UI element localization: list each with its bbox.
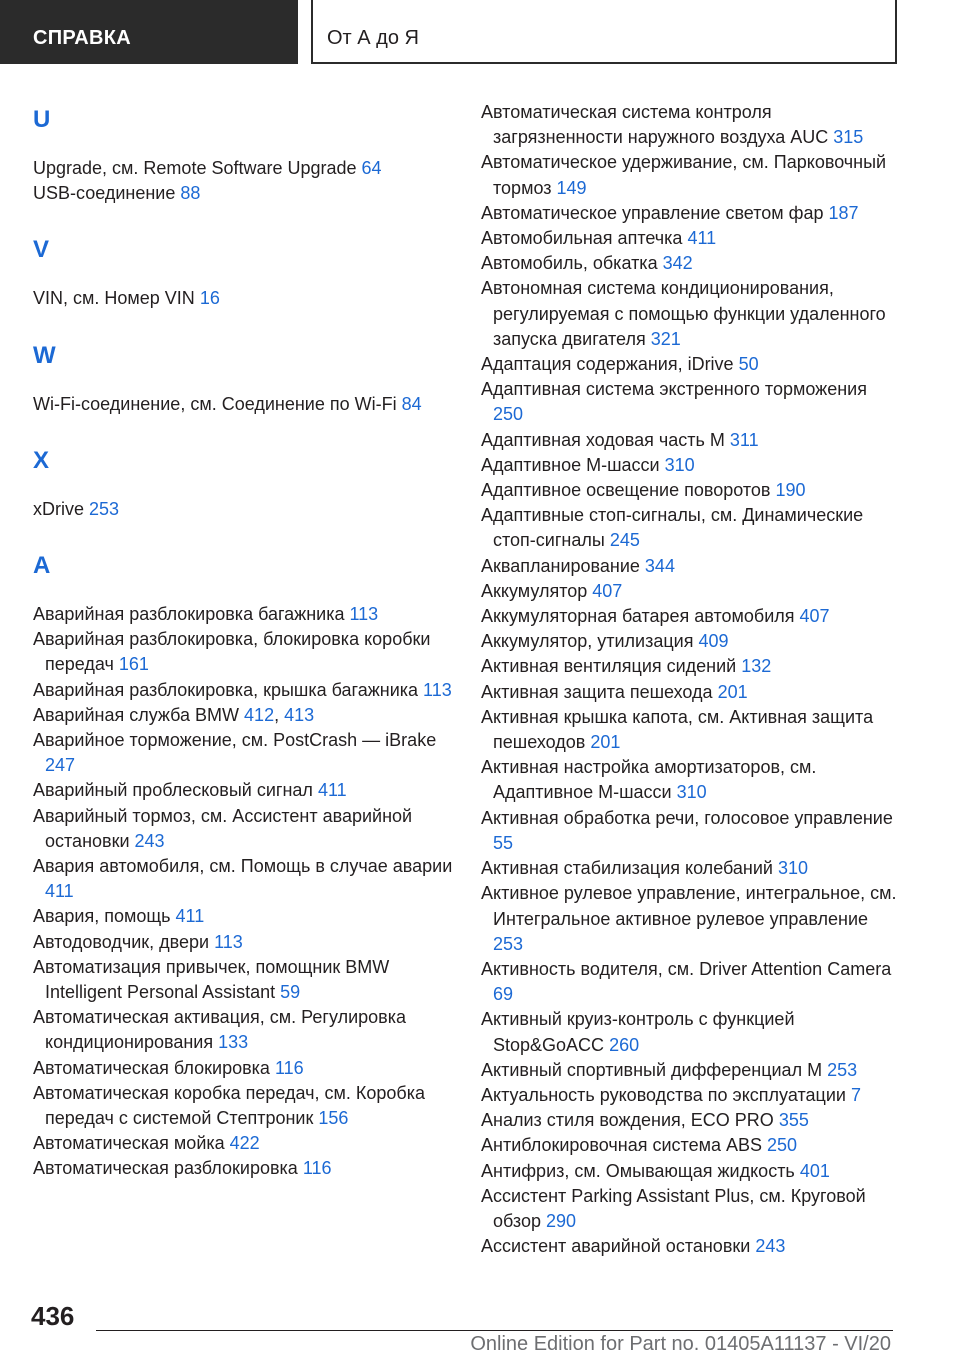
index-entry-text: Ассистент аварийной остановки	[481, 1236, 756, 1257]
index-entry	[481, 478, 901, 503]
index-entry-text: Автоматическое удерживание, см. Парковочный тормоз	[481, 152, 887, 198]
index-entry	[481, 1108, 901, 1133]
index-column-right	[481, 100, 901, 1259]
index-entry	[33, 627, 458, 677]
page-reference-link[interactable]: 116	[302, 1158, 332, 1179]
index-entry-text: Активное рулевое управление, интегральное, см. Интегральное активное рулевое управление	[481, 883, 897, 929]
index-entry-text: Автодоводчик, двери	[33, 931, 215, 952]
page-reference-link[interactable]: 310	[664, 454, 695, 475]
index-entry-text: Автоматическая система контроля загрязненности наружного воздуха AUC	[481, 102, 834, 148]
index-entry	[33, 1131, 458, 1156]
index-entry	[481, 1234, 901, 1259]
page-reference-link[interactable]: 190	[775, 480, 806, 501]
page-reference-link[interactable]: 413	[284, 704, 315, 725]
page-reference-link[interactable]: 311	[729, 429, 759, 450]
index-entry	[481, 806, 901, 856]
index-entry	[481, 1007, 901, 1057]
index-letter-heading: X	[33, 446, 50, 474]
index-entry	[33, 904, 458, 929]
index-entry	[481, 957, 901, 1007]
index-entry-text: Аварийная служба BMW	[33, 704, 245, 725]
index-entry-text: Активность водителя, см. Driver Attention Camera	[481, 958, 892, 979]
index-entry	[481, 1083, 901, 1108]
page-reference-link[interactable]: 88	[180, 183, 201, 204]
index-entry	[481, 579, 901, 604]
index-entry: Аварийная служба BMW 412, 413	[33, 704, 315, 725]
index-entry-text: Аварийный проблесковый сигнал	[33, 780, 318, 801]
index-entry	[481, 1058, 901, 1083]
index-entry	[33, 156, 458, 181]
page-reference-link[interactable]: 16	[199, 288, 220, 309]
index-entry	[33, 392, 458, 417]
index-entry	[481, 276, 901, 352]
page-reference-link[interactable]: 412	[244, 704, 275, 725]
page-reference-link[interactable]: 355	[778, 1110, 809, 1131]
index-entry	[481, 377, 901, 427]
index-entry-text: Активный спортивный дифференциал M	[481, 1059, 828, 1080]
index-entry-text: Аккумуляторная батарея автомобиля	[481, 606, 800, 627]
index-entry	[481, 554, 901, 579]
chapter-title: От А до Я	[327, 27, 419, 49]
page-reference-link[interactable]: 113	[214, 931, 243, 952]
index-entry	[481, 654, 901, 679]
page-reference-link[interactable]: 409	[698, 631, 729, 652]
page-reference-link[interactable]: 84	[401, 393, 422, 414]
index-entry	[33, 1056, 458, 1081]
page-reference-link[interactable]: 407	[799, 606, 830, 627]
index-entry-text: Upgrade, см. Remote Software Upgrade	[33, 158, 362, 178]
index-letter-heading: V	[33, 236, 50, 264]
page-reference-link[interactable]: 411	[687, 228, 717, 249]
index-entry	[481, 680, 901, 705]
index-entry-text: Аварийная разблокировка багажника	[33, 604, 350, 625]
page-reference-link[interactable]: 201	[717, 681, 748, 702]
index-entry	[481, 755, 901, 805]
index-letter-heading: U	[33, 106, 51, 133]
page-reference-link[interactable]: 113	[349, 604, 379, 625]
index-entry	[481, 629, 901, 654]
index-entry-text: Анализ стиля вождения, ECO PRO	[481, 1110, 779, 1131]
index-entry-text: Антиблокировочная система ABS	[481, 1135, 767, 1156]
page-reference-link[interactable]: 201	[590, 732, 621, 753]
index-entry-text: VIN, см. Номер VIN	[33, 288, 200, 309]
index-entry	[481, 226, 901, 251]
index-entry-text: Автомобиль, обкатка	[481, 253, 663, 274]
page-reference-link[interactable]: 133	[218, 1032, 249, 1053]
page-reference-link[interactable]: 247	[45, 755, 76, 776]
page-reference-link[interactable]: 250	[766, 1135, 798, 1156]
index-entry	[33, 497, 458, 522]
index-entry	[481, 453, 901, 478]
index-entry	[481, 705, 901, 755]
page-reference-link[interactable]: 253	[827, 1059, 858, 1080]
page-reference-link[interactable]: 113	[423, 679, 452, 700]
section-tab	[0, 0, 298, 64]
index-entry-text: Авария автомобиля, см. Помощь в случае аварии	[33, 856, 453, 877]
footer-rule	[96, 1330, 893, 1331]
index-entry	[33, 778, 458, 803]
index-entry	[33, 930, 458, 955]
page-reference-link[interactable]: 69	[493, 984, 514, 1005]
page-reference-link[interactable]: 187	[828, 202, 859, 223]
index-entry	[481, 150, 901, 200]
index-entry	[481, 251, 901, 276]
page-reference-link[interactable]: 132	[741, 656, 772, 677]
index-entry-text: Аварийный тормоз, см. Ассистент аварийной остановки	[33, 805, 413, 851]
index-entry-text: Автоматическая разблокировка	[33, 1158, 303, 1179]
page-reference-link[interactable]: 407	[592, 580, 623, 601]
index-entry-text: USB-соединение	[33, 183, 181, 204]
index-entry-text: Автоматическая активация, см. Регулировка кондиционирования	[33, 1007, 406, 1053]
index-entry	[481, 881, 901, 957]
index-entry	[481, 604, 901, 629]
index-entry	[33, 181, 458, 206]
index-entry-text: Автономная система кондиционирования, регулируемая с помощью функции удаленного запуска двигателя	[481, 278, 886, 349]
page-number: 436	[31, 1301, 75, 1331]
page-reference-link[interactable]: 344	[644, 555, 675, 576]
page-reference-link[interactable]: 59	[280, 982, 301, 1003]
page-reference-link[interactable]: 310	[777, 858, 809, 879]
index-entry-text: Антифриз, см. Омывающая жидкость	[481, 1160, 800, 1181]
chapter-tab	[311, 0, 897, 64]
index-entry-text: Адаптивное M-шасси	[481, 454, 665, 475]
section-title: СПРАВКА	[33, 27, 132, 49]
index-entry	[33, 1081, 458, 1131]
page-reference-link[interactable]: 310	[676, 782, 707, 803]
index-entry-text: Аварийная разблокировка, крышка багажника	[33, 679, 424, 700]
index-letter-heading: W	[33, 341, 56, 369]
index-entry-text: Аккумулятор, утилизация	[481, 631, 699, 652]
index-entry-text: Автоматическая коробка передач, см. Коробка передач с системой Стептроник	[33, 1082, 426, 1129]
index-entry-text: Аккумулятор	[481, 580, 593, 601]
page-reference-link[interactable]: 411	[45, 881, 74, 902]
index-entry	[33, 602, 458, 627]
page-reference-link[interactable]: 260	[609, 1034, 640, 1055]
index-entry-text: Активная стабилизация колебаний	[481, 858, 778, 879]
index-entry	[481, 201, 901, 226]
page-reference-link[interactable]: 250	[493, 404, 524, 425]
index-entry-text: Актуальность руководства по эксплуатации	[481, 1084, 851, 1105]
index-entry	[33, 955, 458, 1005]
index-entry-text: xDrive	[33, 498, 90, 519]
page-reference-link[interactable]: 315	[833, 127, 864, 148]
index-entry-text: Аварийная разблокировка, блокировка коробки передач	[33, 629, 431, 675]
page-reference-link[interactable]: 243	[755, 1236, 786, 1257]
index-entry	[481, 428, 901, 453]
page-reference-link[interactable]: 64	[361, 158, 382, 178]
index-entry-text: Активная защита пешехода	[481, 681, 718, 702]
page-reference-link[interactable]: 321	[650, 328, 681, 349]
index-entry-text: Активная настройка амортизаторов, см. Адаптивное M-шасси	[481, 757, 817, 803]
page-reference-link[interactable]: 411	[175, 906, 205, 927]
index-entry-text: Автоматическая мойка	[33, 1133, 230, 1154]
page-reference-link[interactable]: 156	[318, 1108, 349, 1129]
index-entry	[481, 1159, 901, 1184]
page-reference-link[interactable]: 149	[556, 177, 587, 198]
page-reference-link[interactable]: 7	[850, 1084, 861, 1105]
page-reference-link[interactable]: 243	[134, 830, 165, 851]
page-reference-link[interactable]: 401	[799, 1160, 830, 1181]
index-entry-text: Активная вентиляция сидений	[481, 656, 742, 677]
index-entry-text: Активный круиз-контроль с функцией Stop&GoACC	[481, 1009, 795, 1055]
index-entry-text: Ассистент Parking Assistant Plus, см. Круговой обзор	[481, 1185, 866, 1231]
index-entry-text: Автомобильная аптечка	[481, 228, 688, 249]
index-entry	[481, 856, 901, 881]
index-entry-text: Авария, помощь	[33, 906, 176, 927]
index-entry	[33, 804, 458, 854]
index-entry-text: Активная обработка речи, голосовое управление	[481, 807, 893, 828]
page-reference-link[interactable]: 161	[118, 654, 149, 675]
page-reference-link[interactable]: 50	[738, 354, 759, 375]
index-entry-text: Адаптивные стоп-сигналы, см. Динамические стоп-сигналы	[481, 505, 864, 551]
page-reference-link[interactable]: 55	[493, 832, 514, 853]
index-entry-text: Аквапланирование	[481, 555, 645, 576]
index-entry-text: Автоматическое управление светом фар	[481, 202, 829, 223]
index-entry-text: Адаптация содержания, iDrive	[481, 354, 739, 375]
index-entry-text: Адаптивная система экстренного торможения	[481, 379, 867, 400]
index-entry	[33, 854, 458, 904]
index-entry	[481, 1133, 901, 1158]
index-column-left	[33, 100, 458, 1182]
page-reference-link[interactable]: 342	[662, 253, 693, 274]
index-entry-text: Адаптивное освещение поворотов	[481, 480, 776, 501]
page-reference-link[interactable]: 253	[89, 498, 120, 519]
index-entry	[33, 286, 458, 311]
index-entry	[33, 1156, 458, 1181]
index-entry-text: Активная крышка капота, см. Активная защита пешеходов	[481, 706, 874, 753]
index-entry	[481, 1184, 901, 1234]
page-reference-link[interactable]: 116	[274, 1057, 304, 1078]
index-entry	[33, 678, 458, 703]
index-letter-heading: А	[33, 552, 51, 580]
page-reference-link[interactable]: 245	[609, 530, 640, 551]
index-entry	[481, 100, 901, 150]
index-entry-text: Адаптивная ходовая часть M	[481, 429, 730, 450]
page-reference-link[interactable]: 290	[546, 1210, 577, 1231]
page-reference-link[interactable]: 422	[229, 1133, 260, 1154]
index-entry	[481, 503, 901, 553]
page-reference-link[interactable]: 253	[493, 933, 524, 954]
index-entry	[33, 728, 458, 778]
page-reference-link[interactable]: 411	[317, 780, 347, 801]
index-entry-text: Автоматическая блокировка	[33, 1057, 275, 1078]
index-entry-text: Аварийное торможение, см. PostCrash — iBrake	[33, 730, 437, 751]
footer-edition: Online Edition for Part no. 01405A11137 - VI/20	[470, 1333, 891, 1355]
index-entry	[481, 352, 901, 377]
index-entry-text: Wi-Fi-соединение, см. Соединение по Wi-Fi	[33, 393, 402, 414]
index-entry	[33, 1005, 458, 1055]
index-entry-text: Автоматизация привычек, помощник BMW Intelligent Personal Assistant	[33, 956, 390, 1003]
